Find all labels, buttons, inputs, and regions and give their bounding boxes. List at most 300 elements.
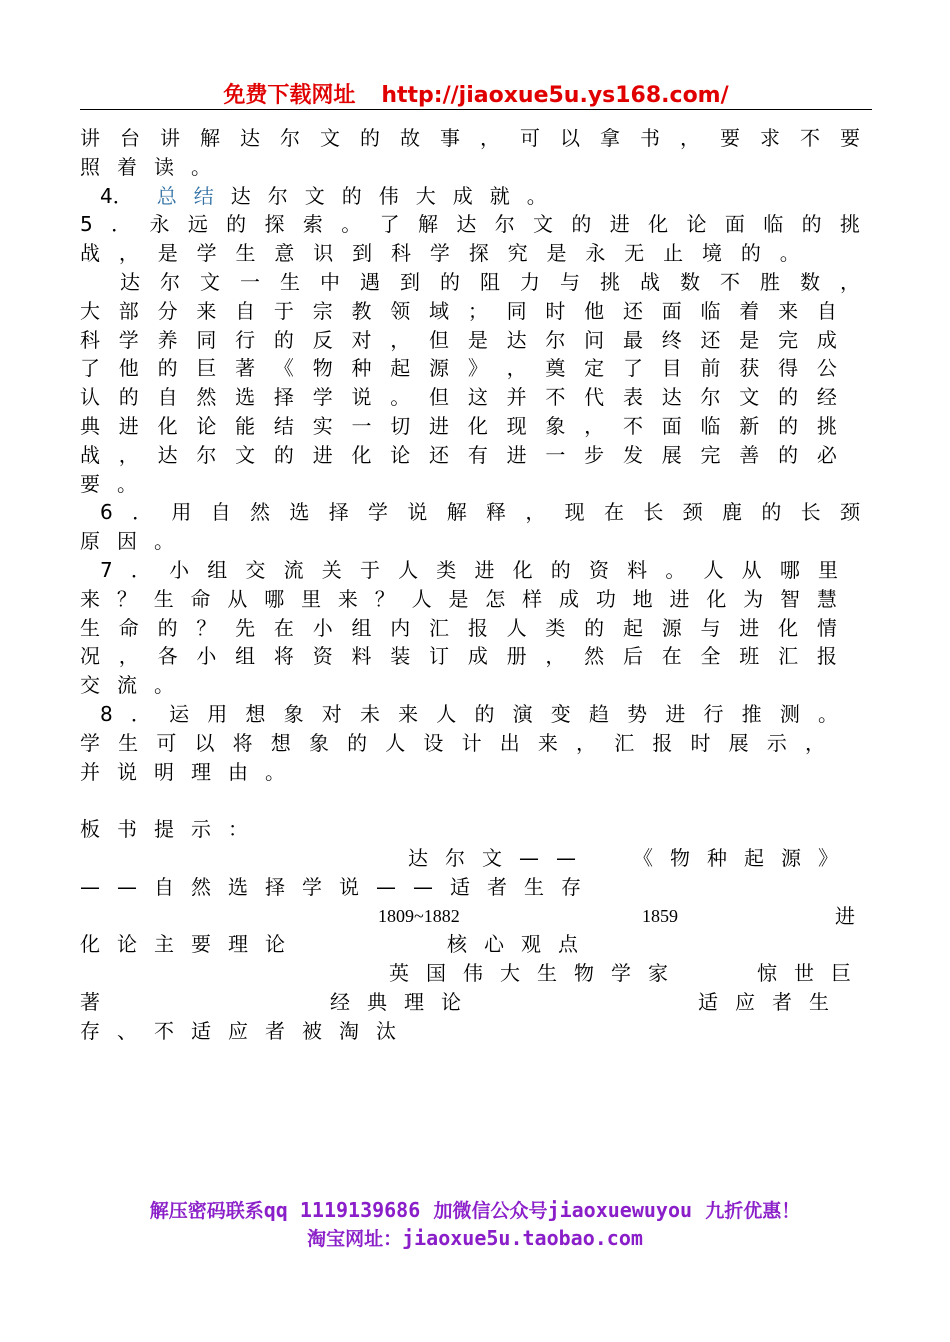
text-char: 趋 — [588, 701, 609, 726]
text-char: 的 — [118, 385, 139, 410]
text-char: 内 — [390, 615, 411, 640]
text-char: 展 — [661, 442, 682, 467]
text-char: 但 — [429, 327, 450, 352]
text-char: 的 — [778, 413, 799, 438]
text-char: ， — [525, 500, 546, 525]
text-char: 进 — [665, 701, 686, 726]
text-char: 了 — [622, 356, 643, 381]
text-char: 不 — [720, 269, 740, 294]
text-char: 意 — [274, 241, 295, 266]
text-char: 了 — [379, 212, 400, 237]
text-char: 最 — [622, 327, 643, 352]
text-char: 自 — [157, 385, 178, 410]
text-char: 小 — [312, 615, 333, 640]
text-char: 小 — [169, 557, 190, 582]
document-body — [80, 124, 872, 1046]
text-char: 哪 — [264, 586, 285, 611]
text-line: 并说明理由。 — [80, 759, 302, 784]
text-char: 时 — [545, 298, 566, 323]
footer-discount: 九折优惠！ — [705, 1200, 801, 1222]
text-char: 与 — [560, 269, 580, 294]
text-char: 释 — [486, 500, 507, 525]
text-char: 象 — [545, 413, 566, 438]
text-line — [80, 210, 860, 239]
text-char: 于 — [273, 298, 294, 323]
text-char: 哪 — [779, 557, 800, 582]
footer-wechat-label: 加微信公众号 — [433, 1200, 548, 1222]
text-char: 解 — [417, 212, 438, 237]
text-char: 并 — [506, 385, 527, 410]
text-char: 汇 — [614, 730, 635, 755]
text-char: 是 — [448, 586, 469, 611]
item-4-line — [80, 182, 860, 211]
footer-shop-label: 淘宝网址： — [307, 1228, 403, 1250]
text-char: 阻 — [480, 269, 500, 294]
text-line — [80, 729, 825, 758]
text-char: 是 — [739, 327, 760, 352]
board-title-row — [80, 815, 860, 844]
text-char: 对 — [351, 327, 372, 352]
text-char: 源 — [661, 615, 682, 640]
text-char: 数 — [800, 269, 820, 294]
text-line: 照着读。 — [80, 154, 228, 179]
text-char: 究 — [507, 241, 528, 266]
text-char: ． — [130, 701, 151, 726]
text-char: 是 — [157, 241, 178, 266]
text-char: 中 — [320, 269, 340, 294]
text-char: 解 — [200, 126, 220, 150]
text-char: 设 — [423, 730, 444, 755]
text-char: 可 — [156, 730, 177, 755]
text-line — [80, 556, 838, 585]
text-char: 然 — [250, 500, 271, 525]
text-char: 然 — [584, 644, 605, 669]
text-char: 切 — [390, 413, 411, 438]
text-char: 要 — [840, 126, 860, 150]
text-char: 人 — [436, 701, 457, 726]
text-char: 与 — [700, 615, 721, 640]
text-char: 表 — [622, 385, 643, 410]
text-char: 面 — [661, 298, 682, 323]
text-char: 象 — [283, 701, 304, 726]
text-char: 学 — [118, 327, 139, 352]
text-char: 》 — [467, 356, 488, 381]
text-char: 善 — [739, 442, 760, 467]
text-char: 用 — [207, 701, 228, 726]
board-classic-theory: 经典理论 — [330, 989, 478, 1014]
text-char: 成 — [467, 644, 488, 669]
text-char: 故 — [400, 126, 420, 150]
text-char: 于 — [359, 557, 380, 582]
text-char: ． — [130, 557, 151, 582]
text-char: 要 — [720, 126, 740, 150]
text-char: 先 — [235, 615, 256, 640]
text-char: 自 — [816, 298, 837, 323]
text-char: 的 — [778, 442, 799, 467]
text-char: 还 — [429, 442, 450, 467]
text-line — [80, 700, 838, 729]
item-4-highlight: 总结 — [156, 183, 231, 208]
text-char: 命 — [190, 586, 211, 611]
text-char: 步 — [584, 442, 605, 467]
text-char: 资 — [588, 557, 609, 582]
footer-line-1 — [0, 1197, 950, 1225]
text-char: 一 — [240, 269, 260, 294]
text-char: 的 — [157, 615, 178, 640]
text-char: 定 — [584, 356, 605, 381]
text-char: 行 — [235, 327, 256, 352]
text-char: ， — [390, 327, 411, 352]
text-char: 各 — [157, 644, 178, 669]
text-char: 面 — [724, 212, 745, 237]
text-char: 7 — [100, 557, 113, 582]
footer-contact-label: 解压密码联系 — [149, 1200, 264, 1222]
text-char: 化 — [467, 413, 488, 438]
text-char: ， — [118, 442, 139, 467]
site-header — [80, 78, 872, 110]
text-char: 学 — [196, 241, 217, 266]
text-char: 组 — [351, 615, 372, 640]
text-char: 认 — [80, 385, 100, 410]
text-char: 的 — [584, 615, 605, 640]
text-char: 同 — [196, 327, 217, 352]
text-char: 代 — [584, 385, 605, 410]
text-char: 的 — [440, 269, 460, 294]
text-char: 临 — [700, 298, 721, 323]
text-char: 行 — [703, 701, 724, 726]
text-line — [80, 498, 860, 527]
text-char: 想 — [270, 730, 291, 755]
board-zhu: 著 — [80, 989, 117, 1014]
text-char: 新 — [739, 413, 760, 438]
text-char: 推 — [741, 701, 762, 726]
text-char: ， — [545, 644, 566, 669]
text-char: 科 — [391, 241, 411, 266]
text-char: 到 — [352, 241, 373, 266]
text-char: 领 — [390, 298, 411, 323]
text-char: 装 — [390, 644, 411, 669]
text-char: 汇 — [429, 615, 450, 640]
text-char: 尔 — [545, 327, 566, 352]
board-theory-chain: ——自然选择学说——适者生存 — [80, 874, 598, 899]
text-char: 进 — [429, 413, 450, 438]
text-char: 化 — [157, 413, 178, 438]
text-char: 不 — [622, 413, 643, 438]
text-char: 订 — [429, 644, 450, 669]
text-char: 人 — [398, 557, 419, 582]
text-char: 远 — [187, 212, 208, 237]
footer-shop-url[interactable]: jiaoxue5u.taobao.com — [402, 1226, 643, 1250]
text-char: 挑 — [816, 413, 837, 438]
text-char: 5 — [80, 212, 93, 237]
text-char: 进 — [474, 557, 495, 582]
text-char: 流 — [283, 557, 304, 582]
text-char: 达 — [120, 269, 140, 294]
text-line — [80, 441, 837, 470]
text-char: 养 — [157, 327, 178, 352]
text-char: 来 — [196, 298, 217, 323]
text-char: 巨 — [196, 356, 217, 381]
text-char: 来 — [778, 298, 799, 323]
board-biologist: 英国伟大生物学家 — [389, 961, 685, 986]
text-char: 现 — [564, 500, 585, 525]
text-char: 探 — [264, 212, 285, 237]
text-char: 尔 — [700, 385, 721, 410]
text-char: 物 — [312, 356, 333, 381]
text-char: 奠 — [545, 356, 566, 381]
text-char: 计 — [461, 730, 482, 755]
text-char: 文 — [200, 269, 220, 294]
text-char: 进 — [739, 615, 760, 640]
text-char: 关 — [321, 557, 342, 582]
text-char: 是 — [546, 241, 567, 266]
text-char: 但 — [429, 385, 450, 410]
text-char: 无 — [624, 241, 645, 266]
text-char: 组 — [207, 557, 228, 582]
text-char: 一 — [545, 442, 566, 467]
page-footer — [0, 1197, 950, 1253]
text-char: 典 — [80, 413, 100, 438]
text-char: 示 — [766, 730, 787, 755]
text-char: 源 — [429, 356, 450, 381]
text-char: 数 — [680, 269, 700, 294]
board-jin: 进 — [835, 903, 872, 928]
text-char: 汇 — [778, 644, 799, 669]
text-char: 时 — [690, 730, 711, 755]
text-char: 来 — [398, 701, 419, 726]
text-char: 颈 — [839, 500, 860, 525]
text-char: ？ — [116, 586, 137, 611]
text-char: 自 — [235, 298, 256, 323]
text-char: 变 — [550, 701, 571, 726]
text-char: ， — [506, 356, 527, 381]
text-char: 一 — [351, 413, 372, 438]
text-char: 学 — [429, 241, 450, 266]
text-char: 部 — [118, 298, 139, 323]
text-line — [80, 585, 837, 614]
text-char: 说 — [407, 500, 428, 525]
text-char: 演 — [512, 701, 533, 726]
text-char: 智 — [780, 586, 801, 611]
text-char: 将 — [273, 644, 294, 669]
text-char: 探 — [468, 241, 489, 266]
footer-line-2 — [0, 1225, 950, 1253]
board-survival: 存、不适应者被淘汰 — [80, 1018, 413, 1043]
text-char: 化 — [778, 615, 799, 640]
text-char: 了 — [80, 356, 100, 381]
item-4-number: 4． — [100, 183, 133, 208]
text-char: 里 — [301, 586, 322, 611]
text-char: 战 — [80, 442, 100, 467]
text-char: 类 — [436, 557, 457, 582]
text-char: 他 — [118, 356, 139, 381]
text-char: 小 — [196, 644, 217, 669]
text-char: 书 — [640, 126, 660, 150]
text-char: 进 — [609, 212, 630, 237]
text-char: 解 — [446, 500, 467, 525]
text-char: 为 — [743, 586, 764, 611]
text-char: 问 — [584, 327, 605, 352]
text-char: 在 — [661, 644, 682, 669]
text-char: 永 — [149, 212, 170, 237]
text-line: 原因。 — [80, 529, 191, 554]
text-char: 到 — [400, 269, 420, 294]
text-char: 的 — [347, 730, 368, 755]
text-char: 生 — [235, 241, 256, 266]
text-char: 临 — [763, 212, 784, 237]
text-char: 生 — [80, 615, 100, 640]
text-char: 展 — [728, 730, 749, 755]
text-char: 况 — [80, 644, 100, 669]
header-url-link[interactable]: http://jiaoxue5u.ys168.com/ — [381, 83, 729, 108]
text-line — [80, 642, 837, 671]
text-char: 达 — [661, 385, 682, 410]
text-char: 种 — [351, 356, 372, 381]
board-darwin: 达尔文—— — [408, 845, 593, 870]
board-year-book: 1859 — [642, 905, 678, 926]
text-char: 资 — [312, 644, 333, 669]
text-char: 来 — [537, 730, 558, 755]
text-char: 势 — [627, 701, 648, 726]
text-char: 境 — [702, 241, 722, 266]
text-char: 选 — [289, 500, 310, 525]
text-char: 文 — [235, 442, 256, 467]
text-line — [80, 297, 837, 326]
text-char: 战 — [80, 241, 100, 266]
text-char: 。 — [341, 212, 362, 237]
text-line — [80, 268, 860, 297]
text-line: 要。 — [80, 471, 154, 496]
text-char: 战 — [640, 269, 660, 294]
text-char: 论 — [390, 442, 411, 467]
text-char: 未 — [359, 701, 380, 726]
text-char: 慧 — [816, 586, 837, 611]
text-char: ？ — [196, 615, 217, 640]
text-char: 。 — [390, 385, 411, 410]
text-char: 然 — [196, 385, 217, 410]
text-char: 尔 — [280, 126, 300, 150]
text-char: 化 — [648, 212, 669, 237]
text-char: 域 — [429, 298, 450, 323]
text-line — [80, 614, 837, 643]
text-char: 面 — [661, 413, 682, 438]
text-char: 的 — [550, 557, 571, 582]
text-char: 达 — [157, 442, 178, 467]
text-char: 进 — [312, 442, 333, 467]
text-char: 8 — [100, 701, 113, 726]
text-char: 进 — [669, 586, 690, 611]
text-char: 拿 — [600, 126, 620, 150]
board-row-6 — [80, 988, 860, 1017]
text-char: 识 — [313, 241, 334, 266]
text-char: 结 — [273, 413, 294, 438]
text-char: 尔 — [196, 442, 217, 467]
text-char: ， — [576, 730, 597, 755]
board-title: 板书提示： — [80, 817, 265, 842]
text-char: 临 — [700, 413, 721, 438]
text-char: 还 — [700, 327, 721, 352]
text-char: 的 — [157, 356, 178, 381]
text-char: 能 — [235, 413, 256, 438]
text-char: ， — [804, 730, 825, 755]
text-char: 目 — [661, 356, 682, 381]
text-char: ． — [111, 212, 132, 237]
text-char: 以 — [560, 126, 580, 150]
text-char: 遇 — [360, 269, 380, 294]
text-char: 达 — [456, 212, 477, 237]
text-char: 以 — [194, 730, 215, 755]
blank-line — [80, 786, 860, 815]
text-char: 择 — [273, 385, 294, 410]
text-char: 这 — [467, 385, 488, 410]
text-char: 地 — [632, 586, 653, 611]
text-char: 说 — [351, 385, 372, 410]
text-char: 现 — [506, 413, 527, 438]
text-char: ， — [584, 413, 605, 438]
text-char: 颈 — [682, 500, 703, 525]
text-char: 可 — [520, 126, 540, 150]
text-char: 是 — [467, 327, 488, 352]
text-char: 人 — [411, 586, 432, 611]
text-char: 挑 — [600, 269, 620, 294]
text-char: 终 — [661, 327, 682, 352]
text-char: 化 — [512, 557, 533, 582]
text-char: 实 — [312, 413, 333, 438]
text-char: 出 — [499, 730, 520, 755]
text-char: 尔 — [494, 212, 515, 237]
text-char: 公 — [816, 356, 837, 381]
text-char: 还 — [622, 298, 643, 323]
text-line — [80, 326, 837, 355]
board-row-4 — [80, 930, 860, 959]
text-char: 的 — [474, 701, 495, 726]
board-row-7 — [80, 1017, 860, 1046]
text-char: 经 — [816, 385, 837, 410]
text-char: 长 — [800, 500, 821, 525]
text-char: 功 — [595, 586, 616, 611]
text-char: 论 — [196, 413, 217, 438]
text-char: 他 — [584, 298, 605, 323]
board-main-theory: 化论主要理论 — [80, 932, 302, 957]
text-char: 进 — [506, 442, 527, 467]
text-char: 学 — [368, 500, 389, 525]
text-char: 论 — [686, 212, 707, 237]
board-fittest: 适应者生 — [698, 989, 846, 1014]
text-char: 怎 — [485, 586, 506, 611]
text-char: 挑 — [839, 212, 860, 237]
text-char: ， — [480, 126, 500, 150]
text-char: 的 — [778, 385, 799, 410]
text-char: 得 — [778, 356, 799, 381]
text-char: 运 — [169, 701, 190, 726]
text-char: 大 — [80, 298, 100, 323]
text-char: 象 — [308, 730, 329, 755]
text-char: 获 — [739, 356, 760, 381]
text-char: 组 — [235, 644, 256, 669]
text-char: ． — [132, 500, 153, 525]
text-char: 人 — [385, 730, 406, 755]
text-char: 成 — [816, 327, 837, 352]
text-char: 生 — [280, 269, 300, 294]
text-char: 在 — [273, 615, 294, 640]
text-char: 文 — [739, 385, 760, 410]
board-row-3 — [80, 902, 872, 931]
text-line — [80, 383, 837, 412]
header-divider — [80, 109, 872, 110]
text-line — [80, 412, 837, 441]
text-char: 止 — [663, 241, 684, 266]
text-char: 报 — [467, 615, 488, 640]
